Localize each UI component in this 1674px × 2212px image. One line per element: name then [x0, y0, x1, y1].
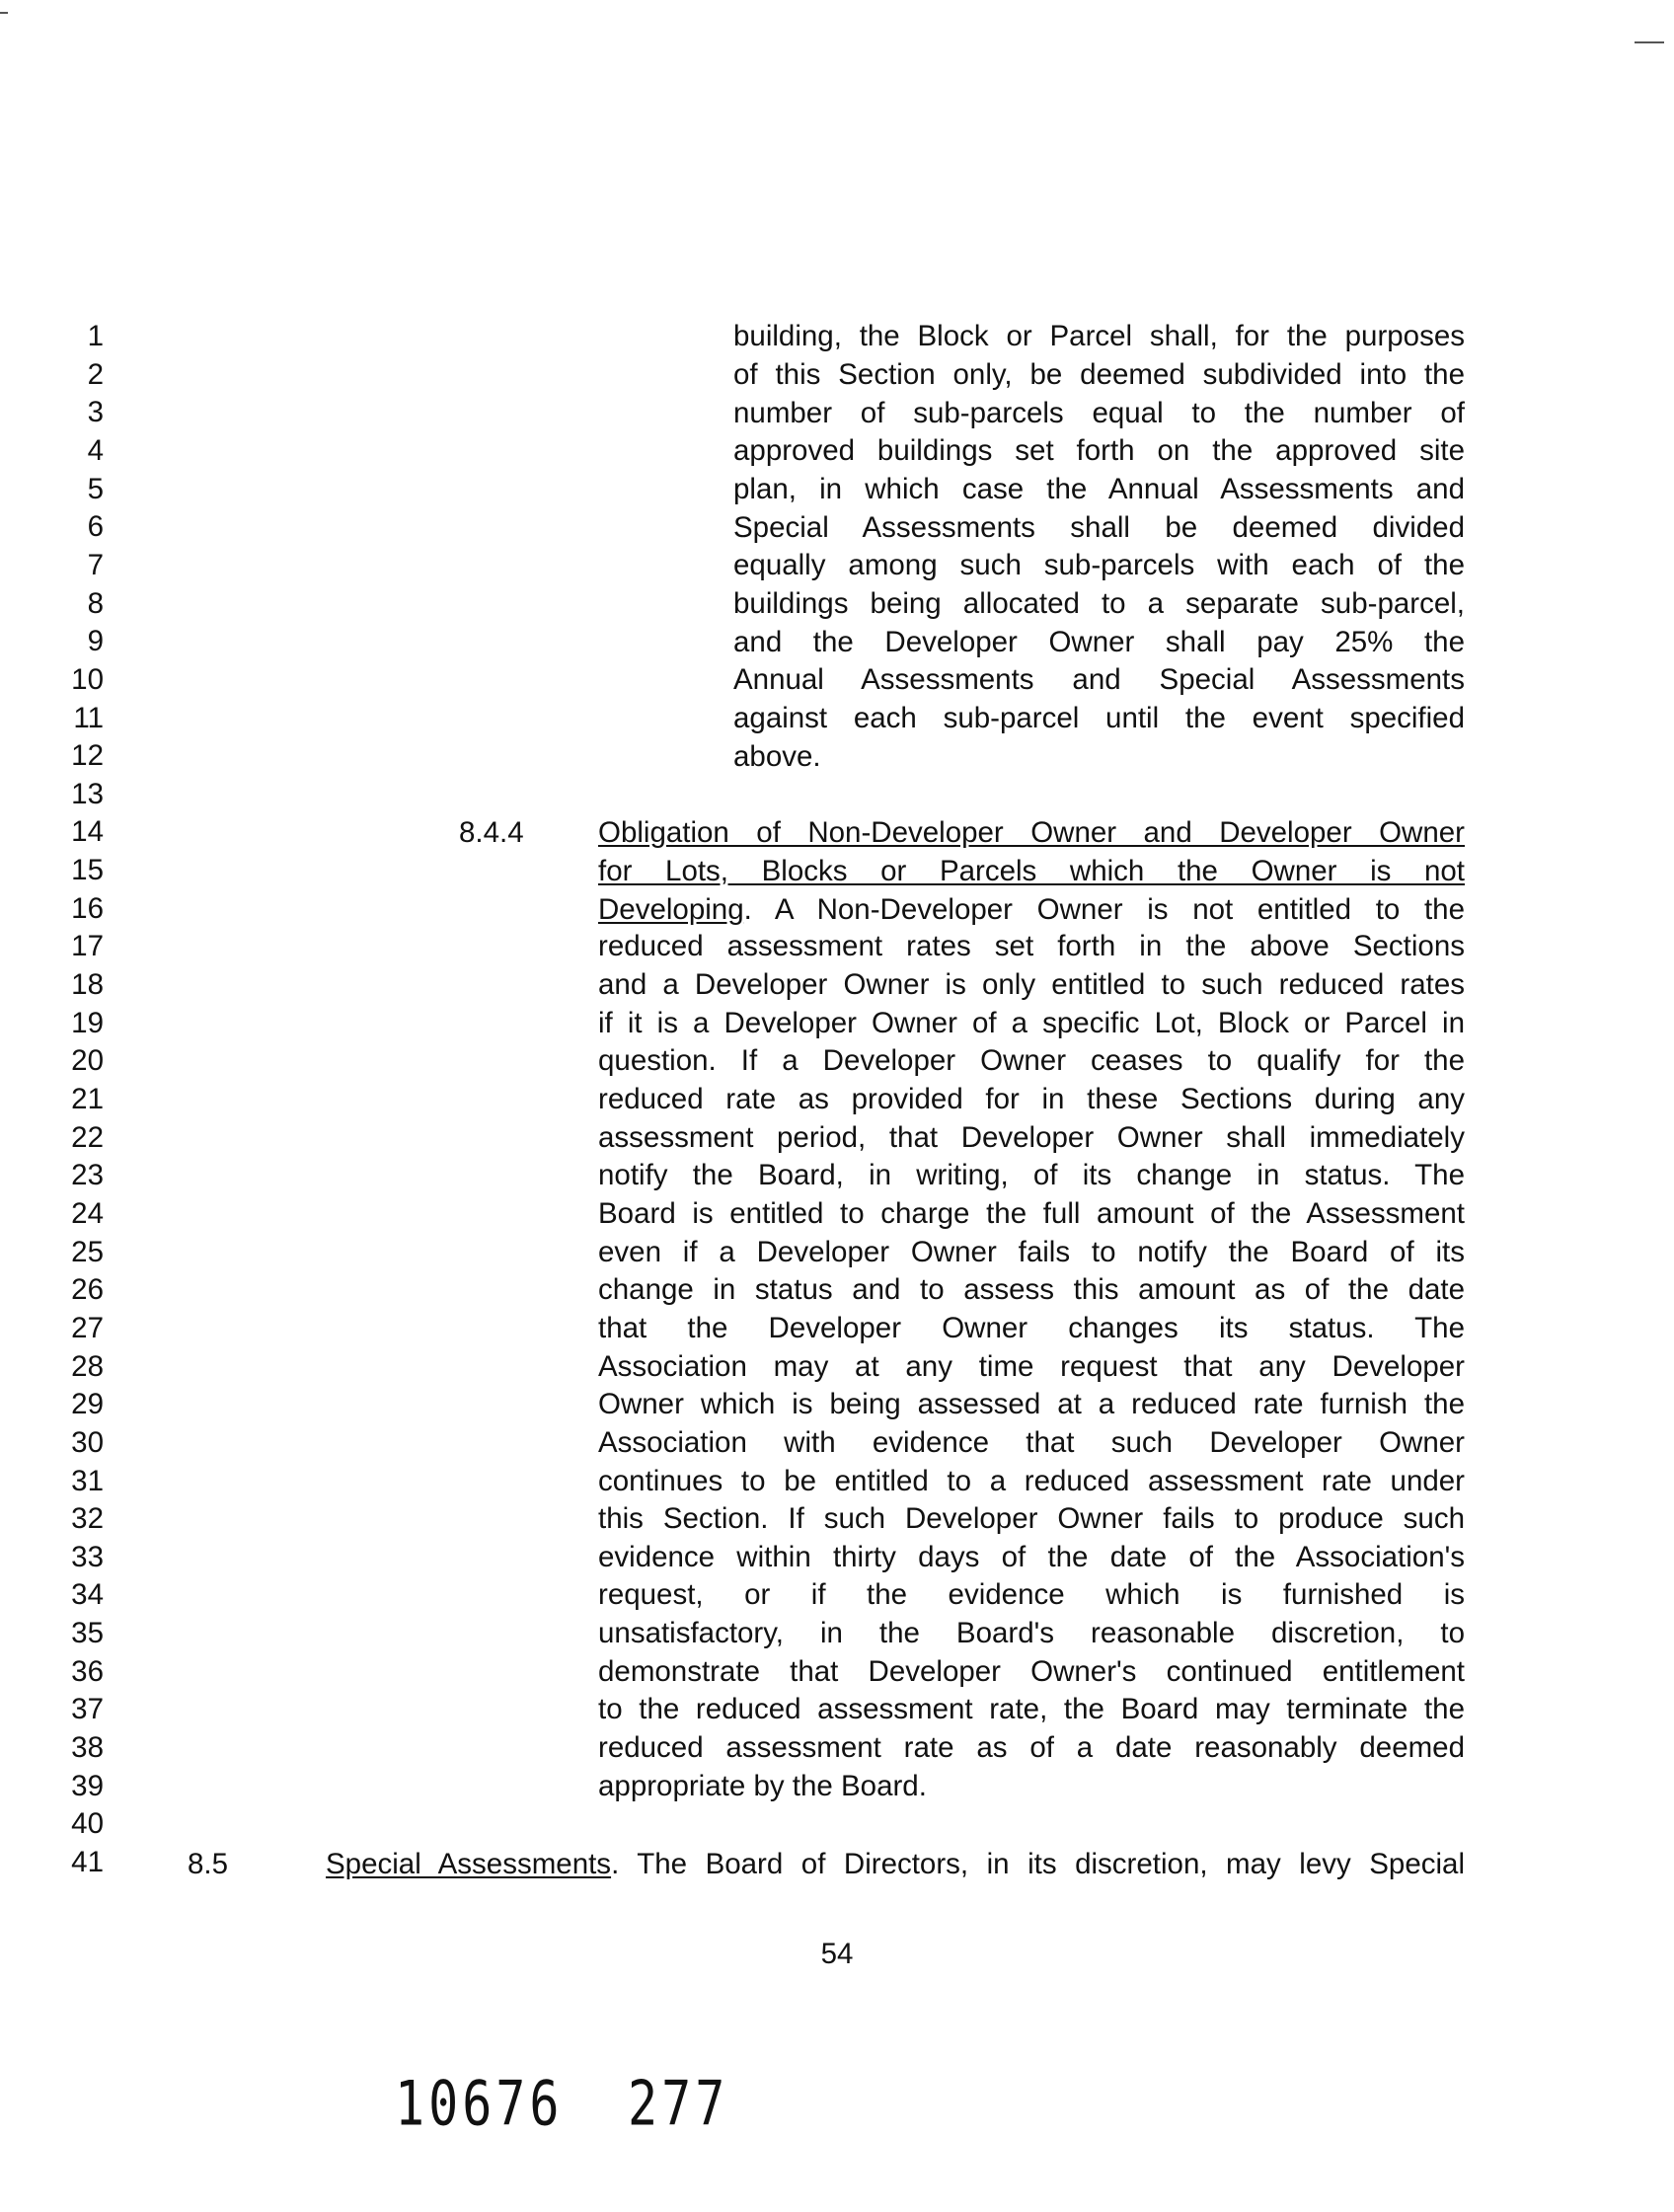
- section-number: 8.5: [188, 1848, 229, 1880]
- text-line: of this Section only, be deemed subdivided into the: [733, 358, 1465, 391]
- section-text: . The Board of Directors, in its discretion, may levy Special: [611, 1848, 1466, 1880]
- line-number: 23: [71, 1159, 104, 1192]
- section-heading: Obligation of Non-Developer Owner and Developer Owner: [598, 816, 1465, 849]
- line-number: 15: [71, 854, 104, 887]
- text-line: this Section. If such Developer Owner fails to produce such: [598, 1502, 1465, 1536]
- line-number: 35: [71, 1617, 104, 1650]
- text-line: to the reduced assessment rate, the Board may terminate the: [598, 1693, 1465, 1726]
- line-number: 4: [87, 433, 104, 467]
- line-number: 2: [87, 357, 104, 391]
- line-number: 14: [71, 815, 104, 849]
- text-line: assessment period, that Developer Owner shall immediately: [598, 1120, 1465, 1154]
- section-text: . A Non-Developer Owner is not entitled to the: [743, 893, 1465, 926]
- text-line: Owner which is being assessed at a reduced rate furnish the: [598, 1388, 1465, 1421]
- text-line: continues to be entitled to a reduced assessment rate under: [598, 1464, 1465, 1497]
- text-line: even if a Developer Owner fails to notify the Board of its: [598, 1235, 1465, 1268]
- text-line: buildings being allocated to a separate sub-parcel,: [733, 587, 1465, 620]
- line-number: 34: [71, 1578, 104, 1612]
- scan-mark-left: [0, 12, 8, 14]
- line-number: 28: [71, 1349, 104, 1383]
- text-line: [326, 1846, 1465, 1884]
- text-line: demonstrate that Developer Owner's continued entitlement: [598, 1654, 1465, 1688]
- section-heading: Developing: [598, 893, 744, 926]
- text-line: notify the Board, in writing, of its change in status. The: [598, 1159, 1465, 1192]
- text-line: against each sub-parcel until the event specified: [733, 702, 1465, 734]
- text-line: reduced rate as provided for in these Sections during any: [598, 1083, 1465, 1115]
- line-number: 20: [71, 1044, 104, 1078]
- line-number: 38: [71, 1731, 104, 1765]
- page-number: 54: [820, 1938, 854, 1970]
- line-number: 6: [87, 510, 104, 544]
- line-number: 8: [87, 586, 104, 620]
- line-number: 19: [71, 1006, 104, 1039]
- line-number: 24: [71, 1196, 104, 1230]
- line-number: 36: [71, 1654, 104, 1688]
- line-number: 22: [71, 1120, 104, 1154]
- section-heading-line: [598, 853, 1465, 891]
- section-number: 8.4.4: [459, 816, 524, 849]
- line-number: 9: [87, 625, 104, 658]
- line-number: 18: [71, 968, 104, 1002]
- line-number: 29: [71, 1388, 104, 1421]
- text-line: reduced assessment rate as of a date reasonably deemed: [598, 1731, 1465, 1765]
- line-number: 16: [71, 891, 104, 925]
- text-line: building, the Block or Parcel shall, for the purposes: [733, 320, 1465, 352]
- text-line: Annual Assessments and Special Assessments: [733, 663, 1465, 696]
- line-number: 11: [73, 701, 104, 734]
- scan-mark-right: [1635, 41, 1664, 43]
- text-line: number of sub-parcels equal to the number of: [733, 397, 1465, 429]
- line-number: 41: [71, 1846, 104, 1878]
- line-number: 26: [71, 1273, 104, 1307]
- line-number: 31: [71, 1464, 104, 1497]
- text-line: request, or if the evidence which is furnished is: [598, 1578, 1465, 1612]
- line-number: 10: [71, 662, 104, 696]
- text-line: Special Assessments shall be deemed divided: [733, 511, 1465, 544]
- line-number: 37: [71, 1693, 104, 1726]
- section-heading: Special Assessments: [326, 1848, 612, 1880]
- line-number: 5: [87, 472, 104, 505]
- line-number: 17: [71, 930, 104, 963]
- text-line: approved buildings set forth on the approved site: [733, 434, 1465, 467]
- text-line: and a Developer Owner is only entitled to such reduced rates: [598, 968, 1465, 1002]
- line-number: 33: [71, 1540, 104, 1573]
- line-number: 13: [71, 777, 104, 810]
- line-number: 12: [71, 739, 104, 773]
- text-line: unsatisfactory, in the Board's reasonable discretion, to: [598, 1617, 1465, 1650]
- text-line: that the Developer Owner changes its status. The: [598, 1311, 1465, 1344]
- text-line: Board is entitled to charge the full amount of the Assessment: [598, 1196, 1465, 1230]
- line-number: 25: [71, 1235, 104, 1268]
- text-line: Association with evidence that such Developer Owner: [598, 1425, 1465, 1459]
- text-line: equally among such sub-parcels with each of the: [733, 549, 1465, 581]
- text-line: if it is a Developer Owner of a specific Lot, Block or Parcel in: [598, 1006, 1465, 1039]
- text-line: above.: [733, 740, 821, 773]
- text-line: evidence within thirty days of the date of the Association's: [598, 1540, 1465, 1573]
- line-number: 21: [71, 1083, 104, 1115]
- book-number: 10676: [395, 2068, 564, 2140]
- section-heading-line: [598, 814, 1465, 853]
- text-line: [598, 891, 1465, 930]
- line-number: 32: [71, 1502, 104, 1536]
- text-line: question. If a Developer Owner ceases to qualify for the: [598, 1044, 1465, 1078]
- text-line: and the Developer Owner shall pay 25% the: [733, 626, 1465, 658]
- text-line: appropriate by the Board.: [598, 1769, 927, 1802]
- line-number: 3: [87, 396, 104, 429]
- text-line: change in status and to assess this amount as of the date: [598, 1273, 1465, 1307]
- line-number: 27: [71, 1311, 104, 1344]
- text-line: reduced assessment rates set forth in the above Sections: [598, 930, 1465, 963]
- line-number: 39: [71, 1769, 104, 1802]
- line-number: 7: [87, 548, 104, 581]
- page-reference: 277: [628, 2068, 729, 2140]
- text-line: Association may at any time request that any Developer: [598, 1349, 1465, 1383]
- line-number: 40: [71, 1807, 104, 1841]
- section-heading: for Lots, Blocks or Parcels which the Owner is not: [598, 855, 1465, 887]
- line-number: 30: [71, 1425, 104, 1459]
- line-number: 1: [87, 320, 104, 352]
- text-line: plan, in which case the Annual Assessments and: [733, 473, 1465, 505]
